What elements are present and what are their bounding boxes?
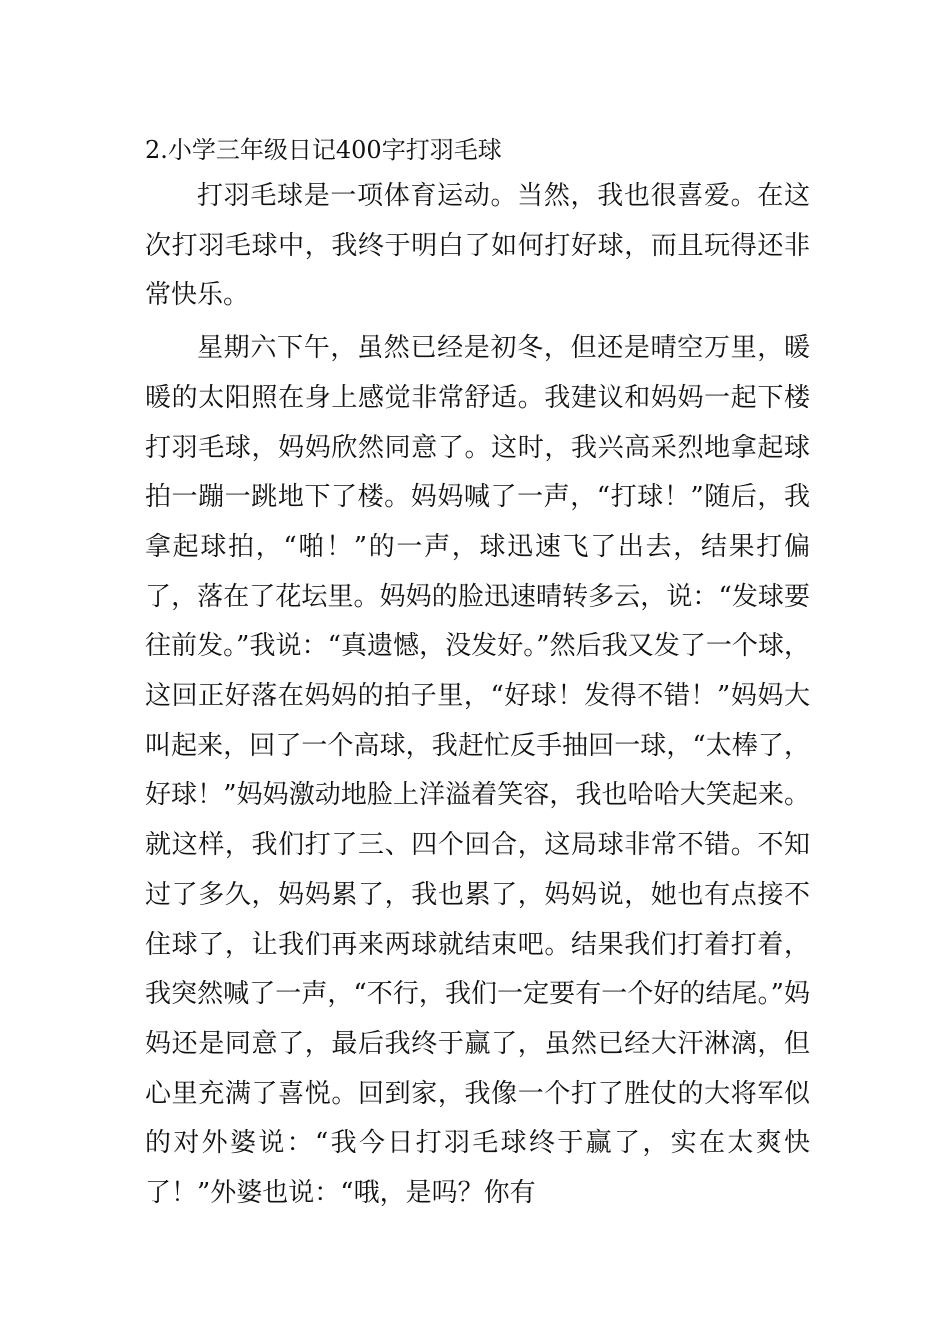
- document-title: 2.小学三年级日记400字打羽毛球: [145, 136, 502, 164]
- document-body: [145, 130, 810, 1222]
- paragraph-intro: 打羽毛球是一项体育运动。当然，我也很喜爱。在这次打羽毛球中，我终于明白了如何打好球，而且玩得还非常快乐。: [145, 181, 810, 311]
- paragraph-story: 星期六下午，虽然已经是初冬，但还是晴空万里，暖暖的太阳照在身上感觉非常舒适。我建议和妈妈一起下楼打羽毛球，妈妈欣然同意了。这时，我兴高采烈地拿起球拍一蹦一跳地下了楼。妈妈喊了一声，“打球！”随后，我拿起球拍，“啪！”的一声，球迅速飞了出去，结果打偏了，落在了花坛里。妈妈的脸迅速晴转多云，说：“发球要往前发。”我说：“真遗憾，没发好。”然后我又发了一个球，这回正好落在妈妈的拍子里，“好球！发得不错！”妈妈大叫起来，回了一个高球，我赶忙反手抽回一球，“太棒了，好球！”妈妈激动地脸上洋溢着笑容，我也哈哈大笑起来。就这样，我们打了三、四个回合，这局球非常不错。不知过了多久，妈妈累了，我也累了，妈妈说，她也有点接不住球了，让我们再来两球就结束吧。结果我们打着打着，我突然喊了一声，“不行，我们一定要有一个好的结尾。”妈妈还是同意了，最后我终于赢了，虽然已经大汗淋漓，但心里充满了喜悦。回到家，我像一个打了胜仗的大将军似的对外婆说：“我今日打羽毛球终于赢了，实在太爽快了！”外婆也说：“哦，是吗？你有: [145, 333, 810, 1209]
